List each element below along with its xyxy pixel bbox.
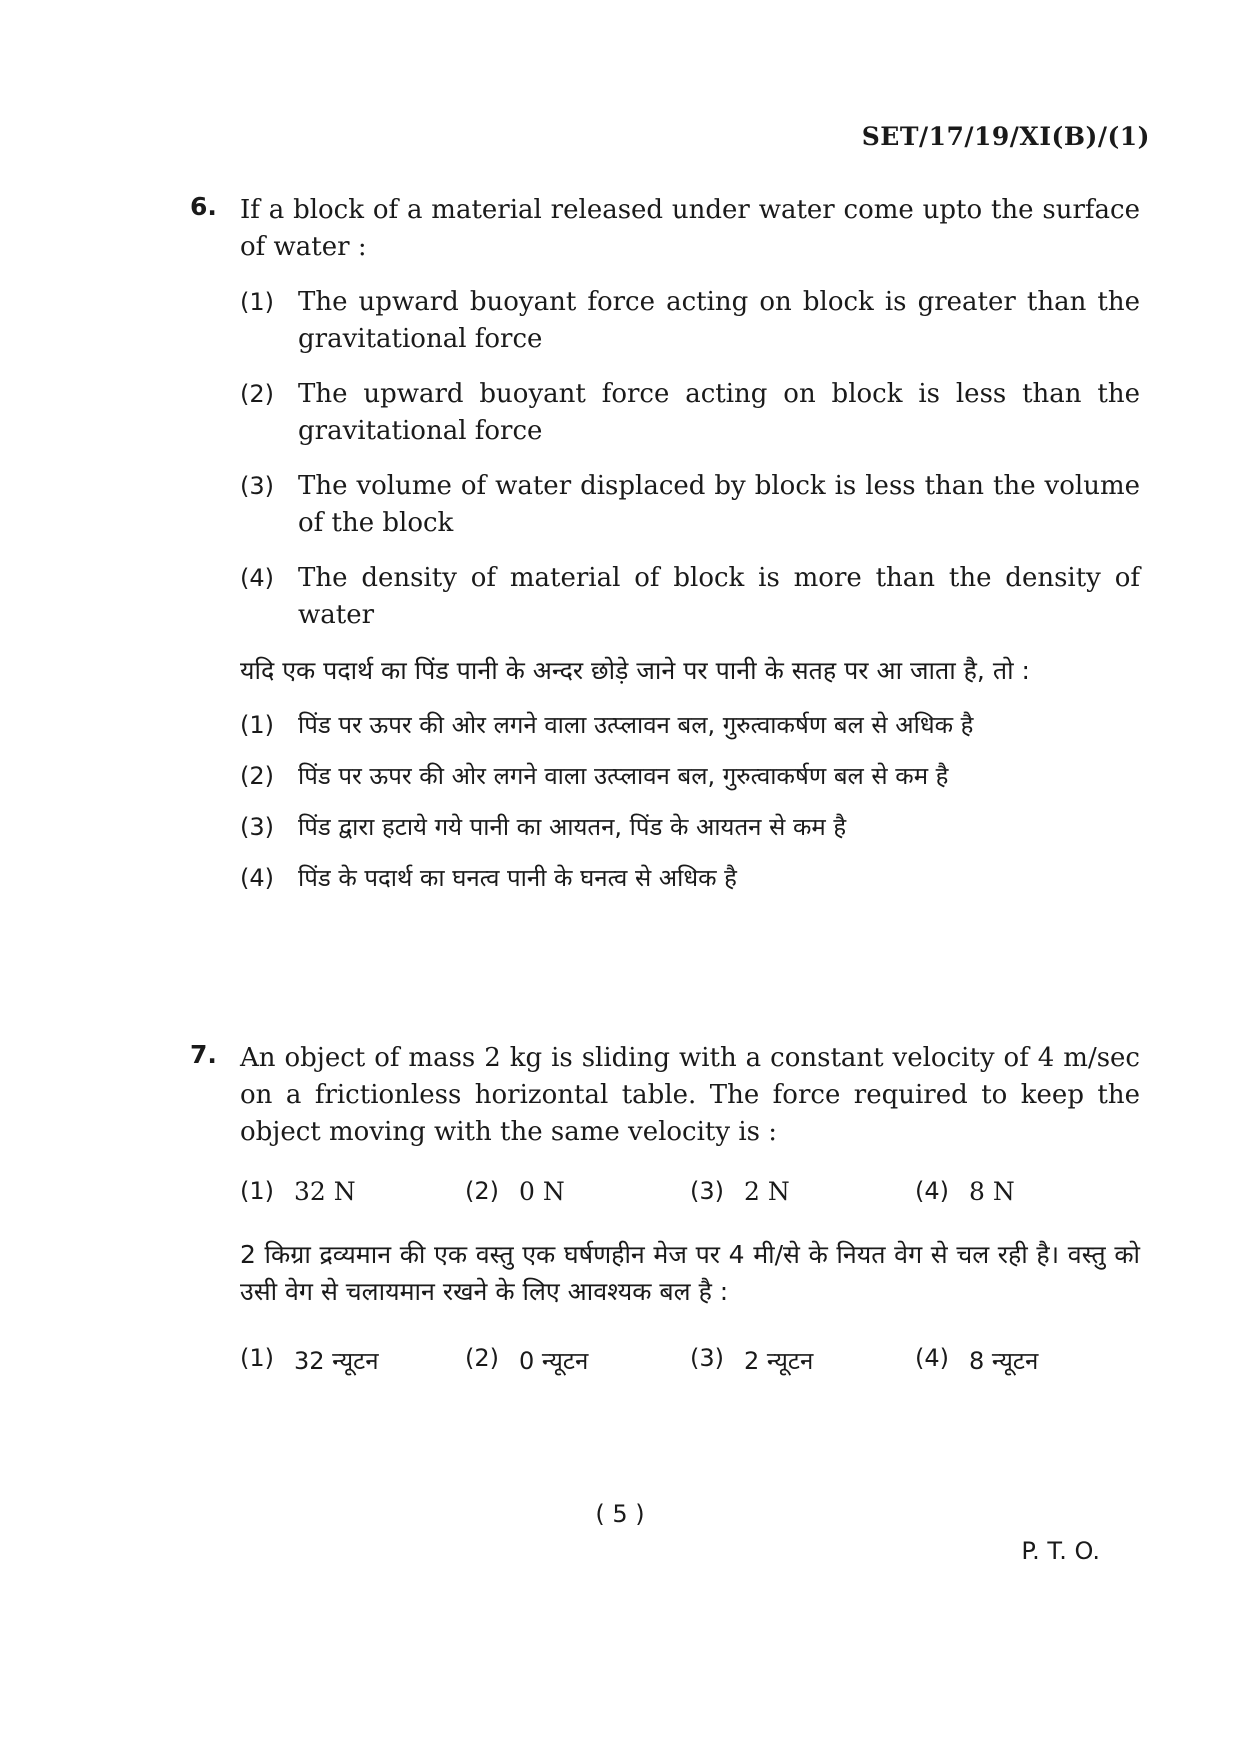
option-number: (1)	[240, 1344, 274, 1372]
option-number: (4)	[240, 564, 274, 592]
option-number: (1)	[240, 711, 274, 739]
option-number: (2)	[465, 1344, 499, 1372]
paper-code: SET/17/19/XI(B)/(1)	[861, 122, 1150, 151]
option-2	[240, 376, 1140, 450]
option-number: (2)	[240, 380, 274, 408]
question-text-english: If a block of a material released under water come upto the surface of water :	[240, 195, 1140, 262]
option-text: 2 N	[744, 1177, 790, 1206]
option-4-hindi	[240, 860, 1140, 897]
option-number: (1)	[240, 288, 274, 316]
option-text: पिंड द्वारा हटाये गये पानी का आयतन, पिंड के आयतन से कम है	[298, 813, 847, 841]
option-3	[240, 468, 1140, 542]
option-2	[465, 1177, 690, 1206]
option-text: पिंड पर ऊपर की ओर लगने वाला उत्प्लावन बल, गुरुत्वाकर्षण बल से अधिक है	[298, 711, 974, 739]
options-english	[240, 284, 1140, 634]
option-1	[240, 1177, 465, 1206]
page-number: ( 5 )	[595, 1500, 645, 1528]
pto-label: P. T. O.	[1021, 1537, 1100, 1565]
options-hindi	[240, 1344, 1140, 1377]
option-1	[240, 284, 1140, 358]
option-text: 32 न्यूटन	[294, 1347, 379, 1375]
option-number: (2)	[240, 762, 274, 790]
option-text: पिंड के पदार्थ का घनत्व पानी के घनत्व से अधिक है	[298, 864, 737, 892]
option-3-hindi	[690, 1344, 915, 1377]
option-text: 8 N	[969, 1177, 1015, 1206]
option-text: 0 न्यूटन	[519, 1347, 589, 1375]
option-text: The volume of water displaced by block is less than the volume of the block	[298, 471, 1140, 538]
option-text: The density of material of block is more than the density of water	[298, 563, 1140, 630]
options-english	[240, 1177, 1140, 1206]
option-number: (4)	[915, 1177, 949, 1205]
options-hindi	[240, 707, 1140, 897]
option-4-hindi	[915, 1344, 1140, 1377]
option-text: 32 N	[294, 1177, 356, 1206]
question-text-hindi: 2 किग्रा द्रव्यमान की एक वस्तु एक घर्षणहीन मेज पर 4 मी/से के नियत वेग से चल रही है। वस्तु को उसी वेग से चलायमान रखने के लिए आवश्यक बल है :	[240, 1240, 1140, 1306]
option-text: 8 न्यूटन	[969, 1347, 1039, 1375]
option-1-hindi	[240, 1344, 465, 1377]
option-text: 2 न्यूटन	[744, 1347, 814, 1375]
question-number: 7.	[190, 1040, 217, 1069]
option-1-hindi	[240, 707, 1140, 744]
option-number: (3)	[690, 1344, 724, 1372]
question-text-english: An object of mass 2 kg is sliding with a constant velocity of 4 m/sec on a frictionless horizontal table. The force required to keep the object moving with the same velocity is :	[240, 1043, 1140, 1147]
option-number: (3)	[240, 472, 274, 500]
option-number: (2)	[465, 1177, 499, 1205]
question-6	[190, 192, 1140, 911]
question-7	[190, 1040, 1140, 1377]
option-number: (1)	[240, 1177, 274, 1205]
option-2-hindi	[240, 758, 1140, 795]
option-number: (3)	[240, 813, 274, 841]
option-number: (3)	[690, 1177, 724, 1205]
question-text-hindi: यदि एक पदार्थ का पिंड पानी के अन्दर छोड़े जाने पर पानी के सतह पर आ जाता है, तो :	[240, 656, 1030, 685]
option-3	[690, 1177, 915, 1206]
option-2-hindi	[465, 1344, 690, 1377]
question-number: 6.	[190, 192, 217, 221]
option-4	[915, 1177, 1140, 1206]
option-3-hindi	[240, 809, 1140, 846]
option-number: (4)	[915, 1344, 949, 1372]
option-text: The upward buoyant force acting on block is less than the gravitational force	[298, 379, 1140, 446]
option-text: पिंड पर ऊपर की ओर लगने वाला उत्प्लावन बल, गुरुत्वाकर्षण बल से कम है	[298, 762, 949, 790]
option-text: 0 N	[519, 1177, 565, 1206]
option-text: The upward buoyant force acting on block is greater than the gravitational force	[298, 287, 1140, 354]
option-number: (4)	[240, 864, 274, 892]
option-4	[240, 560, 1140, 634]
